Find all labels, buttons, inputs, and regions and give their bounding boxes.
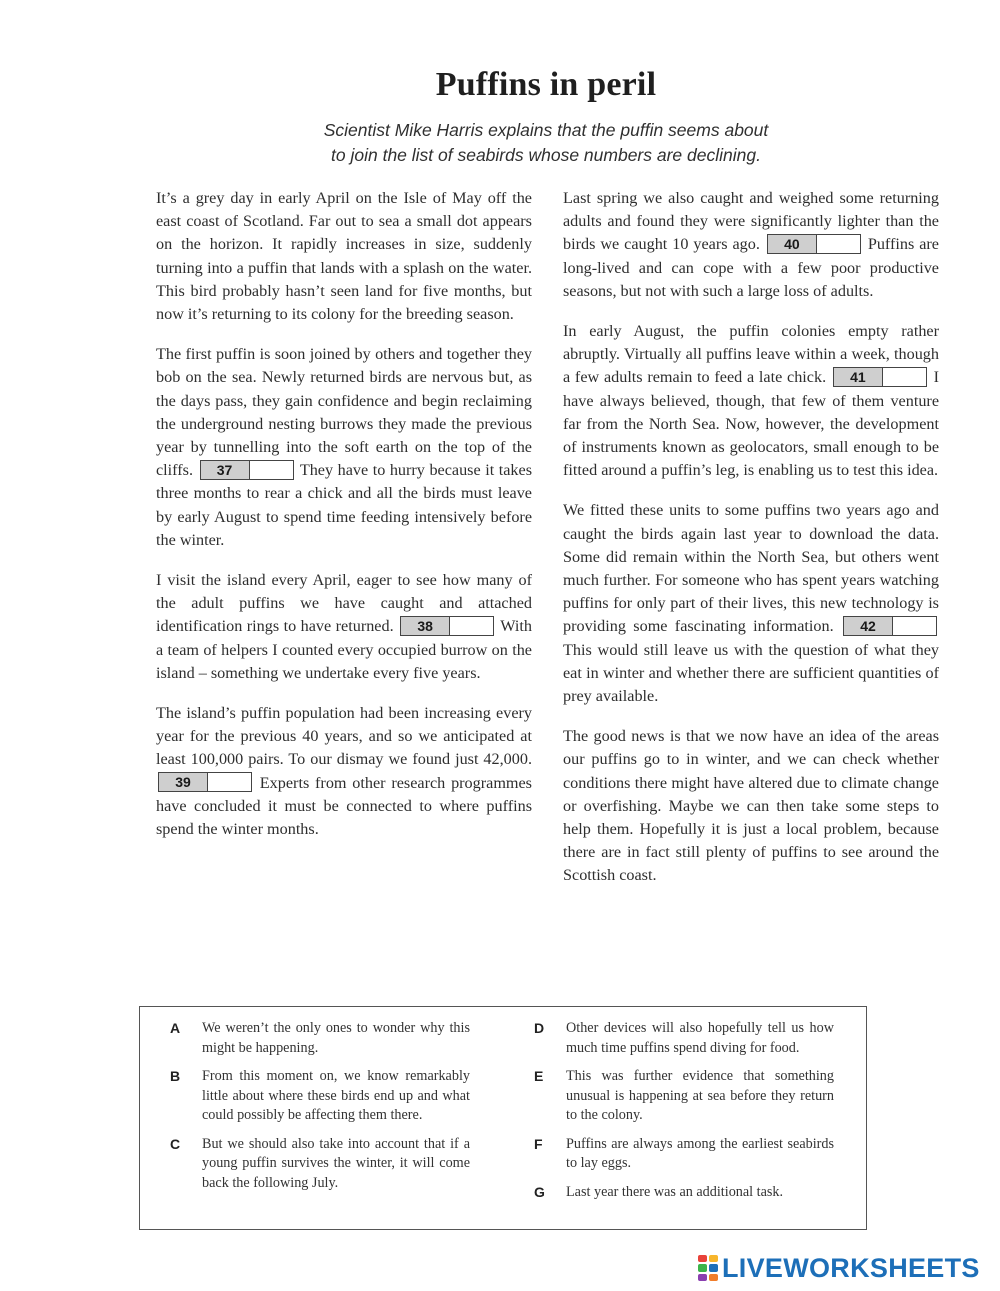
option-letter: B xyxy=(170,1068,181,1084)
option-letter: D xyxy=(534,1020,545,1036)
paragraph-4-text-before: The island’s puffin population had been increasing every year for the previous 40 years, and so we anticipated at least 100,000 pairs. To our dismay we found just 42,000. xyxy=(156,704,532,769)
paragraph-3-text-before: I visit the island every April, eager to see how many of the adult puffins we have caught and attached identification rings to have returned. xyxy=(156,571,532,636)
paragraph-5-text-after: Puffins are long-lived and can cope with a few poor productive seasons, but not with such a large loss of adults. xyxy=(563,235,939,300)
paragraph-7-text-before: We fitted these units to some puffins two years ago and caught the birds again last year to download the data. Some did remain within the North Sea, but others went much further. For someone who has spent years watching puffins for only part of their lives, this new technology is providing some fascinating information. xyxy=(563,501,939,636)
paragraph-2-text-after: They have to hurry because it takes three months to rear a chick and all the birds must leave by early August to spend time feeding intensively before the winter. xyxy=(156,461,532,549)
brand-logo-icon xyxy=(698,1255,718,1281)
option-text: Last year there was an additional task. xyxy=(566,1183,784,1200)
options-box xyxy=(139,1006,867,1230)
gap-answer-box[interactable] xyxy=(817,235,860,253)
article-column-right xyxy=(563,187,939,905)
gap-answer-box[interactable] xyxy=(250,461,293,479)
paragraph-8: The good news is that we now have an idea of the areas our puffins go to in winter, and we can check whether conditions there might have altered due to climate change or overfishing. Maybe we can then take some steps to help them. Hopefully it is just a local problem, because there are in fact still plenty of puffins to see around the Scottish coast. xyxy=(563,727,939,885)
option-text: Puffins are always among the earliest seabirds to lay eggs. xyxy=(566,1135,834,1171)
gap-answer-box[interactable] xyxy=(883,368,926,386)
paragraph-2 xyxy=(156,343,532,552)
paragraph-7-text-after: This would still leave us with the question of what they eat in winter and whether there are sufficient quantities of prey available. xyxy=(563,640,939,706)
paragraph-5 xyxy=(563,187,939,303)
paragraph-6-text-before: In early August, the puffin colonies empty rather abruptly. Virtually all puffins leave within a week, though a few adults remain to feed a late chick. xyxy=(563,322,939,387)
gap-number: 38 xyxy=(401,617,450,635)
gap-answer-box[interactable] xyxy=(450,617,493,635)
gap-number: 42 xyxy=(844,617,893,635)
answer-gap-37[interactable] xyxy=(200,460,294,480)
paragraph-6 xyxy=(563,320,939,482)
subtitle-line-2: to join the list of seabirds whose numbers are declining. xyxy=(331,145,761,165)
logo-tile xyxy=(709,1255,718,1262)
gap-number: 37 xyxy=(201,461,250,479)
option-b xyxy=(170,1067,470,1126)
gap-number: 40 xyxy=(768,235,817,253)
subtitle-line-1: Scientist Mike Harris explains that the puffin seems about xyxy=(323,120,769,140)
answer-gap-38[interactable] xyxy=(400,616,494,636)
logo-tile xyxy=(698,1274,707,1281)
gap-number: 41 xyxy=(834,368,883,386)
article-column-left xyxy=(156,187,532,858)
paragraph-6-text-after: I have always believed, though, that few of them venture far from the North Sea. Now, however, the development of instruments known as geolocators, small enough to be fitted around a puffin’s leg, is enabling us to test this idea. xyxy=(563,368,940,480)
option-c xyxy=(170,1135,470,1194)
gap-answer-box[interactable] xyxy=(208,773,251,791)
logo-tile xyxy=(698,1255,707,1262)
paragraph-3-text-after: With a team of helpers I counted every occupied burrow on the island – something we undertake every five years. xyxy=(156,617,532,682)
answer-gap-40[interactable] xyxy=(767,234,861,254)
paragraph-4-text-after: Experts from other research programmes have concluded it must be connected to where puffins spend the winter months. xyxy=(156,773,532,839)
option-text: But we should also take into account that if a young puffin survives the winter, it will come back the following July. xyxy=(202,1135,470,1191)
option-text: From this moment on, we know remarkably little about where these birds end up and what could possibly be affecting them there. xyxy=(202,1068,470,1123)
logo-tile xyxy=(698,1264,707,1271)
gap-answer-box[interactable] xyxy=(893,617,936,635)
liveworksheets-logo xyxy=(698,1253,980,1283)
paragraph-3 xyxy=(156,569,532,685)
option-letter: C xyxy=(170,1135,181,1152)
option-f xyxy=(534,1135,834,1174)
paragraph-5-text-before: Last spring we also caught and weighed some returning adults and found they were significantly lighter than the birds we caught 10 years ago. xyxy=(563,189,939,254)
gap-number: 39 xyxy=(159,773,208,791)
option-e xyxy=(534,1067,834,1126)
logo-tile xyxy=(709,1264,718,1271)
answer-gap-41[interactable] xyxy=(833,367,927,387)
option-text: This was further evidence that something unusual is happening at sea before they return to the colony. xyxy=(566,1068,834,1123)
answer-gap-39[interactable] xyxy=(158,772,252,792)
page-subtitle xyxy=(0,118,1000,168)
option-letter: E xyxy=(534,1068,544,1084)
option-d xyxy=(534,1019,834,1058)
options-column-left xyxy=(170,1019,470,1202)
option-text: Other devices will also hopefully tell us how much time puffins spend diving for food. xyxy=(566,1020,834,1056)
logo-tile xyxy=(709,1274,718,1281)
option-letter: G xyxy=(534,1183,545,1200)
option-a xyxy=(170,1019,470,1058)
paragraph-2-text-before: The first puffin is soon joined by others and together they bob on the sea. Newly returned birds are nervous but, as the days pass, they gain confidence and begin reclaiming the underground nesting burrows they made the previous year by tunnelling into the soft earth on the top of the cliffs. xyxy=(156,345,532,480)
page-title: Puffins in peril xyxy=(435,66,657,103)
option-text: We weren’t the only ones to wonder why this might be happening. xyxy=(202,1020,470,1056)
options-column-right xyxy=(534,1019,834,1211)
paragraph-7 xyxy=(563,499,939,708)
answer-gap-42[interactable] xyxy=(843,616,937,636)
option-letter: F xyxy=(534,1135,543,1152)
brand-wordmark: LIVEWORKSHEETS xyxy=(722,1252,980,1283)
option-g xyxy=(534,1183,834,1203)
paragraph-1: It’s a grey day in early April on the Isle of May off the east coast of Scotland. Far out to sea a small dot appears on the horizon. It rapidly increases in size, suddenly turning into a puffin that lands with a splash on the water. This bird probably hasn’t seen land for five months, but now it’s returning to its colony for the breeding season. xyxy=(156,189,532,324)
option-letter: A xyxy=(170,1020,181,1036)
paragraph-4 xyxy=(156,702,532,841)
